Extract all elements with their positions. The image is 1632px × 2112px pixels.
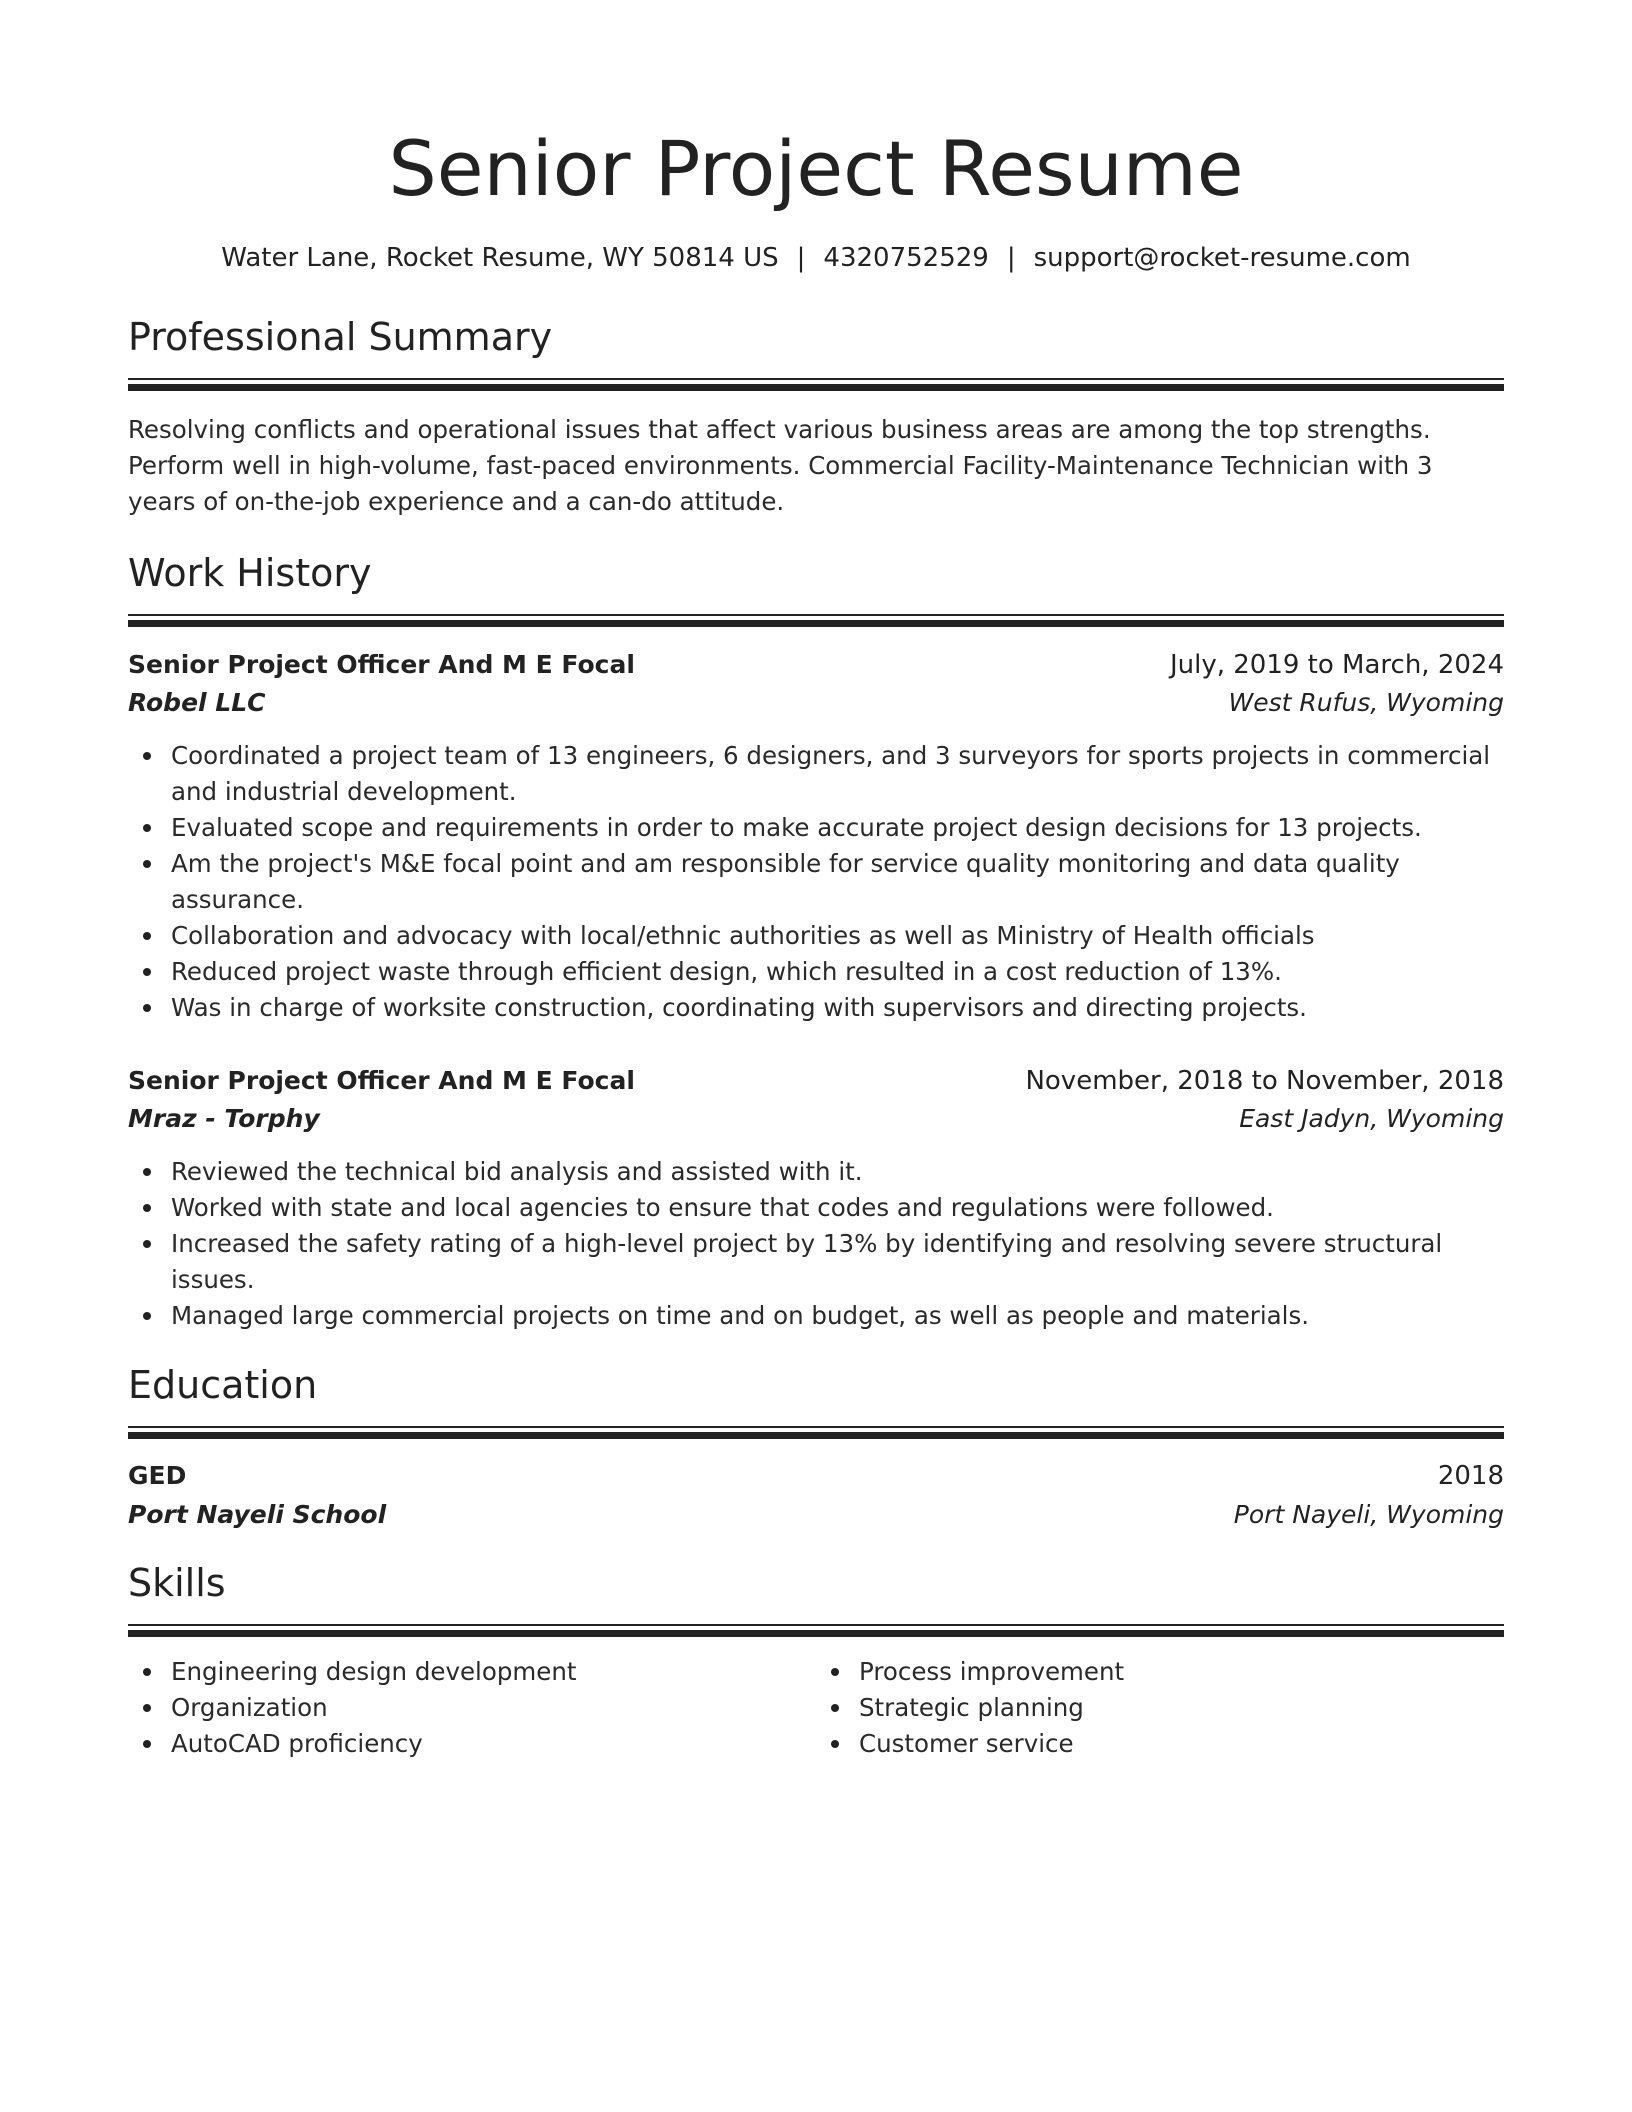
list-item: [171, 918, 1504, 954]
list-item: [171, 1154, 1504, 1190]
contact-email: support@rocket-resume.com: [1033, 243, 1411, 273]
bullet-icon: [143, 1704, 151, 1712]
bullet-icon: [143, 824, 151, 832]
education-heading: Education: [128, 1363, 318, 1407]
company-name: Robel LLC: [128, 688, 266, 717]
summary-section: [128, 312, 1504, 520]
skills-column-left: [128, 1654, 816, 1762]
school-name: Port Nayeli School: [128, 1500, 387, 1529]
list-item: [171, 738, 1504, 810]
bullet-text: Increased the safety rating of a high-level project by 13% by identifying and resolving severe structural issues.: [171, 1229, 1443, 1294]
job-title: Senior Project Officer And M E Focal: [128, 650, 635, 679]
bullet-icon: [143, 968, 151, 976]
skill-item: [859, 1690, 1504, 1726]
section-divider: [128, 378, 1504, 392]
education-section: [128, 1360, 1504, 1534]
list-item: [171, 846, 1504, 918]
contact-phone: 4320752529: [823, 243, 989, 273]
section-divider: [128, 1426, 1504, 1440]
skill-item: [171, 1654, 816, 1690]
education-entry: [128, 1456, 1504, 1534]
bullet-icon: [143, 932, 151, 940]
bullet-icon: [831, 1668, 839, 1676]
skill-text: Strategic planning: [859, 1693, 1084, 1722]
bullet-text: Coordinated a project team of 13 engineers, 6 designers, and 3 surveyors for sports projects in commercial and industrial development.: [171, 741, 1491, 806]
skill-text: Engineering design development: [171, 1657, 577, 1686]
job-dates: July, 2019 to March, 2024: [1169, 650, 1504, 680]
list-item: [171, 990, 1504, 1026]
skills-heading: Skills: [128, 1561, 226, 1605]
skill-text: Customer service: [859, 1729, 1074, 1758]
resume-title: Senior Project Resume: [388, 124, 1244, 213]
job-entry: [128, 646, 1504, 1026]
job-location: East Jadyn, Wyoming: [1239, 1104, 1504, 1133]
bullet-text: Managed large commercial projects on time and on budget, as well as people and materials.: [171, 1301, 1310, 1330]
bullet-text: Collaboration and advocacy with local/ethnic authorities as well as Ministry of Health officials: [171, 921, 1315, 950]
skill-text: AutoCAD proficiency: [171, 1729, 423, 1758]
job-title: Senior Project Officer And M E Focal: [128, 1066, 635, 1095]
skills-column-right: [816, 1654, 1504, 1762]
bullet-icon: [143, 1240, 151, 1248]
bullet-icon: [143, 1204, 151, 1212]
education-year: 2018: [1437, 1461, 1504, 1491]
job-bullets: [128, 1154, 1504, 1334]
bullet-icon: [831, 1740, 839, 1748]
bullet-text: Am the project's M&E focal point and am responsible for service quality monitoring and data quality assurance.: [171, 849, 1400, 914]
bullet-text: Reduced project waste through efficient design, which resulted in a cost reduction of 13%.: [171, 957, 1282, 986]
bullet-text: Evaluated scope and requirements in order to make accurate project design decisions for 13 projects.: [171, 813, 1422, 842]
list-item: [171, 954, 1504, 990]
bullet-text: Reviewed the technical bid analysis and assisted with it.: [171, 1157, 863, 1186]
bullet-icon: [143, 1004, 151, 1012]
bullet-icon: [143, 1668, 151, 1676]
school-location: Port Nayeli, Wyoming: [1233, 1500, 1504, 1529]
bullet-text: Worked with state and local agencies to ensure that codes and regulations were followed.: [171, 1193, 1274, 1222]
bullet-text: Was in charge of worksite construction, coordinating with supervisors and directing projects.: [171, 993, 1307, 1022]
company-name: Mraz - Torphy: [128, 1104, 320, 1133]
contact-separator: |: [796, 243, 806, 273]
summary-heading: Professional Summary: [128, 315, 553, 359]
bullet-icon: [143, 860, 151, 868]
bullet-icon: [143, 1740, 151, 1748]
work-history-heading: Work History: [128, 551, 372, 595]
section-divider: [128, 614, 1504, 628]
job-bullets: [128, 738, 1504, 1026]
skills-list: [816, 1654, 1504, 1762]
job-dates: November, 2018 to November, 2018: [1025, 1066, 1504, 1096]
contact-line: [128, 240, 1504, 276]
section-divider: [128, 1624, 1504, 1638]
skills-list: [128, 1654, 816, 1762]
bullet-icon: [143, 752, 151, 760]
work-history-section: [128, 548, 1504, 1334]
skills-grid: [128, 1654, 1504, 1762]
bullet-icon: [831, 1704, 839, 1712]
degree-name: GED: [128, 1461, 187, 1490]
job-entry: [128, 1062, 1504, 1334]
summary-text: Resolving conflicts and operational issues that affect various business areas are among the top strengths. Perform well in high-volume, fast-paced environments. Commercial Facility-Maintenance Technician with 3 years of on-the-job experience and a can-do attitude.: [128, 415, 1433, 516]
list-item: [171, 1190, 1504, 1226]
list-item: [171, 1298, 1504, 1334]
skill-text: Organization: [171, 1693, 328, 1722]
skill-item: [859, 1726, 1504, 1762]
skill-item: [859, 1654, 1504, 1690]
skills-section: [128, 1558, 1504, 1762]
skill-item: [171, 1726, 816, 1762]
list-item: [171, 810, 1504, 846]
contact-separator: |: [1006, 243, 1016, 273]
skill-item: [171, 1690, 816, 1726]
bullet-icon: [143, 1168, 151, 1176]
contact-address: Water Lane, Rocket Resume, WY 50814 US: [221, 243, 779, 273]
bullet-icon: [143, 1312, 151, 1320]
skill-text: Process improvement: [859, 1657, 1125, 1686]
list-item: [171, 1226, 1504, 1298]
job-location: West Rufus, Wyoming: [1228, 688, 1504, 717]
